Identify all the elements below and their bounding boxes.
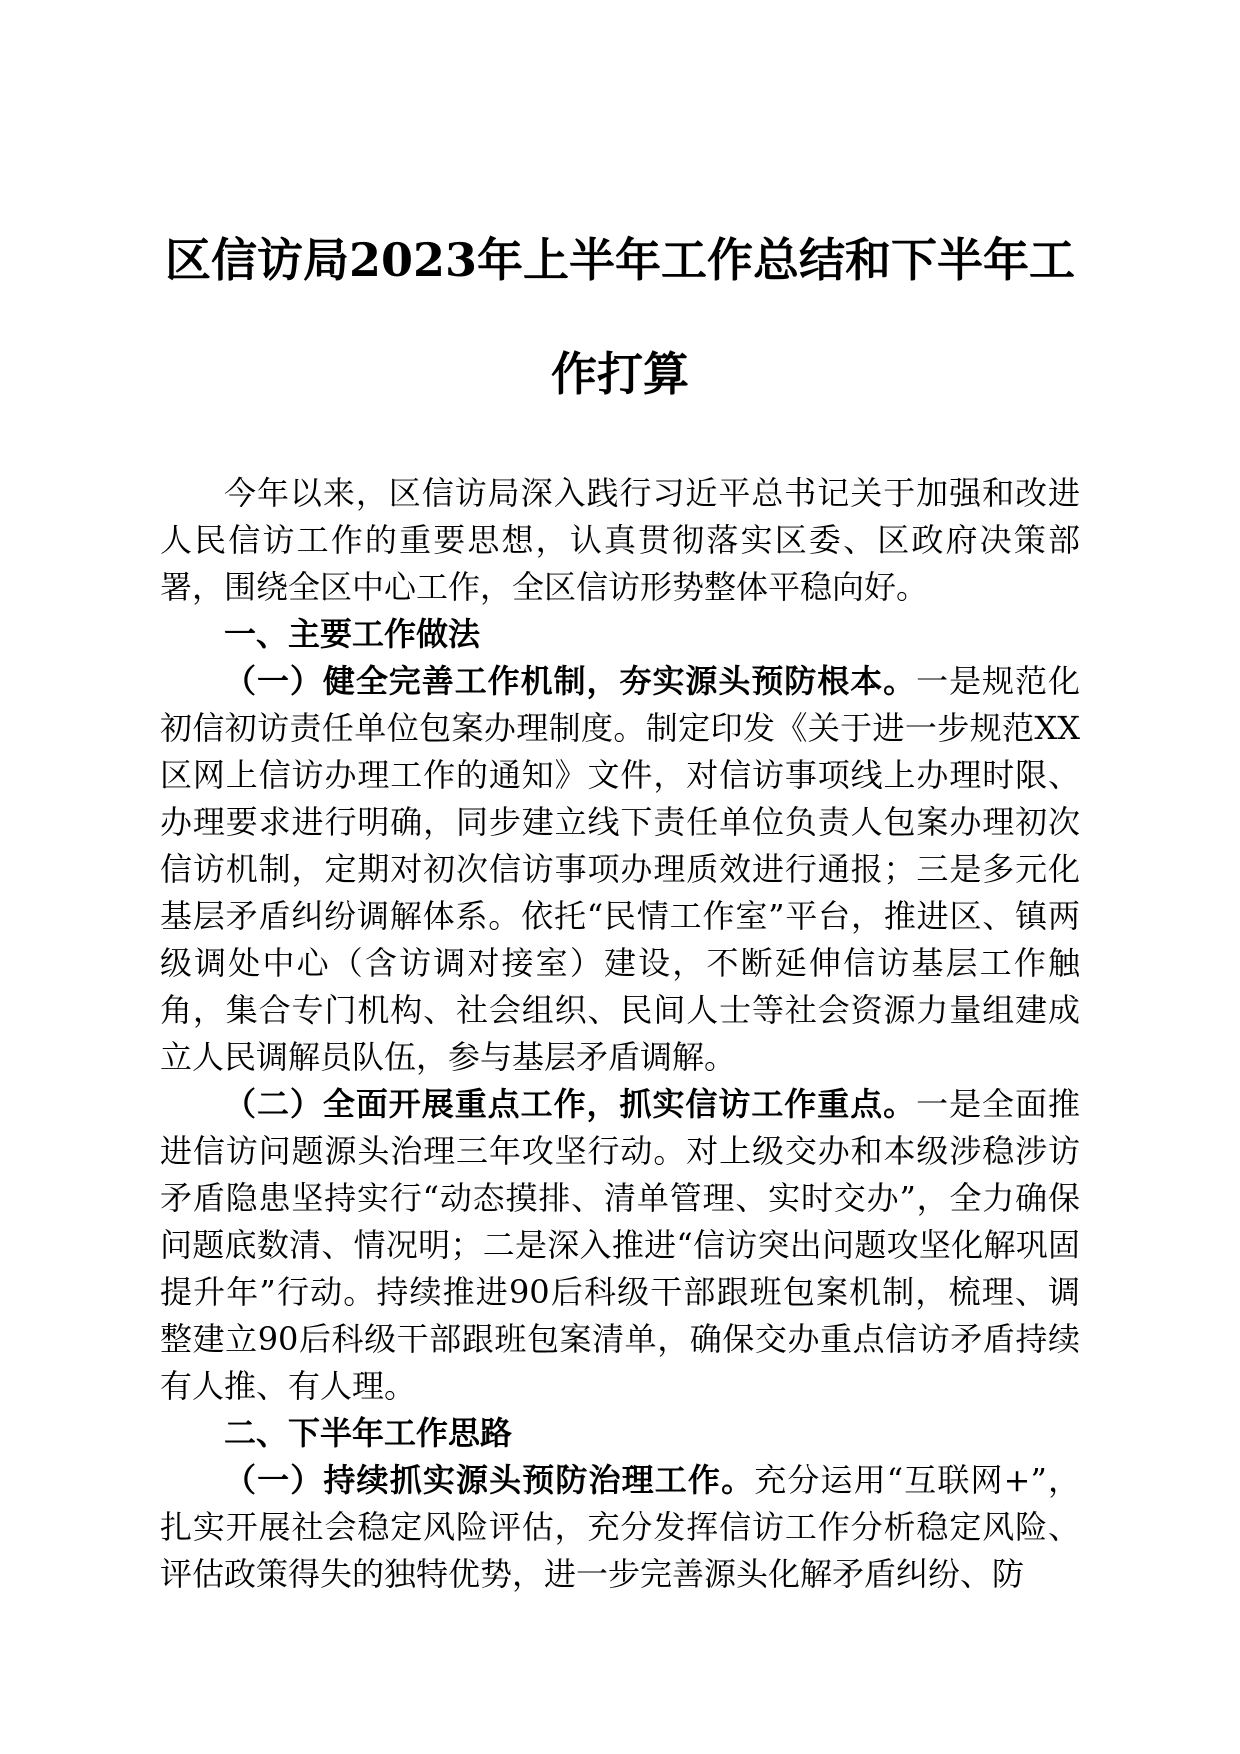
document-title-line-1: 区信访局2023年上半年工作总结和下半年工 <box>164 233 1076 287</box>
document-body <box>160 470 1080 1598</box>
section-1-item-1-text: 一是规范化初信初访责任单位包案办理制度。制定印发《关于进一步规范XX区网上信访办理工作的通知》文件，对信访事项线上办理时限、办理要求进行明确，同步建立线下责任单位负责人包案办理初次信访机制，定期对初次信访事项办理质效进行通报；三是多元化基层矛盾纠纷调解体系。依托“民情工作室”平台，推进区、镇两级调处中心（含访调对接室）建设，不断延伸信访基层工作触角，集合专门机构、社会组织、民间人士等社会资源力量组建成立人民调解员队伍，参与基层矛盾调解。 <box>160 662 1080 1076</box>
section-1-item-1-lead: （一）健全完善工作机制，夯实源头预防根本。 <box>224 662 917 700</box>
section-1-item-2-paragraph <box>160 1081 1080 1410</box>
section-2-heading: 二、下半年工作思路 <box>224 1414 513 1452</box>
section-2-item-1-paragraph <box>160 1457 1080 1598</box>
section-1-item-1-paragraph <box>160 658 1080 1081</box>
document-title-line-2: 作打算 <box>551 347 689 401</box>
section-2-item-1-text: 充分运用“互联网+”，扎实开展社会稳定风险评估，充分发挥信访工作分析稳定风险、评估政策得失的独特优势，进一步完善源头化解矛盾纠纷、防 <box>160 1461 1080 1593</box>
section-2-item-1-lead: （一）持续抓实源头预防治理工作。 <box>224 1461 755 1499</box>
section-1-item-2-lead: （二）全面开展重点工作，抓实信访工作重点。 <box>224 1085 917 1123</box>
section-1-item-2-text: 一是全面推进信访问题源头治理三年攻坚行动。对上级交办和本级涉稳涉访矛盾隐患坚持实行“动态摸排、清单管理、实时交办”，全力确保问题底数清、情况明；二是深入推进“信访突出问题攻坚化解巩固提升年”行动。持续推进90后科级干部跟班包案机制，梳理、调整建立90后科级干部跟班包案清单，确保交办重点信访矛盾持续有人推、有人理。 <box>160 1085 1080 1405</box>
section-1-heading: 一、主要工作做法 <box>224 615 481 653</box>
intro-paragraph: 今年以来，区信访局深入践行习近平总书记关于加强和改进人民信访工作的重要思想，认真贯彻落实区委、区政府决策部署，围绕全区中心工作，全区信访形势整体平稳向好。 <box>160 474 1080 606</box>
